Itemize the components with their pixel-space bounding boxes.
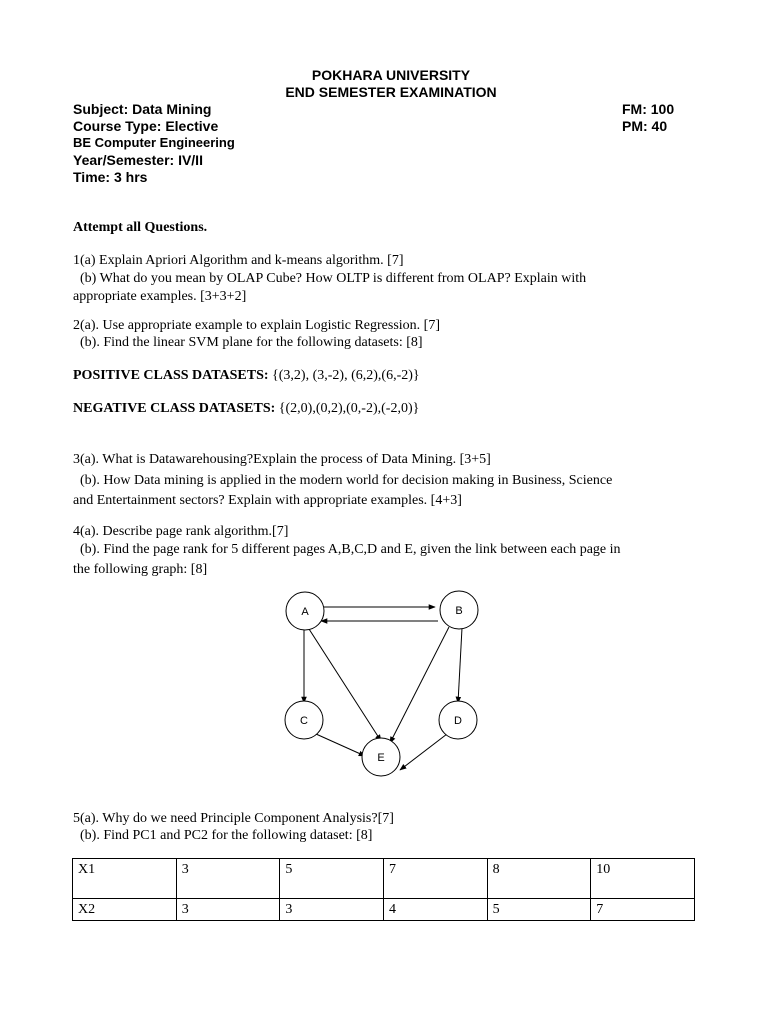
q3b-line1: (b). How Data mining is applied in the modern world for decision making in Business, Science	[80, 473, 613, 488]
table-cell: 3	[176, 859, 280, 899]
edge-b-d	[458, 628, 462, 703]
q1b-line2: appropriate examples. [3+3+2]	[73, 289, 247, 304]
exam-title: END SEMESTER EXAMINATION	[285, 84, 497, 100]
q2a: 2(a). Use appropriate example to explain Logistic Regression. [7]	[73, 318, 440, 333]
positive-class-values: {(3,2), (3,-2), (6,2),(6,-2)}	[272, 368, 420, 383]
q3a: 3(a). What is Datawarehousing?Explain the process of Data Mining. [3+5]	[73, 452, 491, 467]
node-e-label: E	[377, 752, 385, 764]
q3b-line2: and Entertainment sectors? Explain with appropriate examples. [4+3]	[73, 493, 462, 508]
node-b-label: B	[455, 605, 463, 617]
full-marks: FM: 100	[622, 101, 675, 117]
node-d-label: D	[454, 715, 462, 727]
positive-class-label: POSITIVE CLASS DATASETS:	[73, 368, 269, 383]
instructions: Attempt all Questions.	[73, 220, 208, 235]
pca-dataset-table	[72, 858, 695, 921]
table-cell: X2	[73, 899, 177, 921]
pass-marks: PM: 40	[622, 118, 668, 134]
year-semester: Year/Semester: IV/II	[73, 152, 203, 168]
q4b-line1: (b). Find the page rank for 5 different pages A,B,C,D and E, given the link between each page in	[80, 542, 621, 557]
table-cell: 5	[280, 859, 384, 899]
table-cell: 10	[591, 859, 695, 899]
q4a: 4(a). Describe page rank algorithm.[7]	[73, 524, 289, 539]
table-row	[73, 899, 695, 921]
negative-class-values: {(2,0),(0,2),(0,-2),(-2,0)}	[278, 401, 420, 416]
table-cell: 7	[591, 899, 695, 921]
node-a-label: A	[301, 606, 309, 618]
node-c-label: C	[300, 715, 308, 727]
q2b: (b). Find the linear SVM plane for the following datasets: [8]	[80, 335, 423, 350]
table-cell: 7	[383, 859, 487, 899]
table-cell: 4	[383, 899, 487, 921]
exam-time: Time: 3 hrs	[73, 169, 148, 185]
q1b-line1: (b) What do you mean by OLAP Cube? How OLTP is different from OLAP? Explain with	[80, 271, 587, 286]
table-cell: 3	[280, 899, 384, 921]
table-cell: 3	[176, 899, 280, 921]
subject: Subject: Data Mining	[73, 101, 212, 117]
negative-class-label: NEGATIVE CLASS DATASETS:	[73, 401, 276, 416]
q5b: (b). Find PC1 and PC2 for the following dataset: [8]	[80, 828, 373, 843]
course-type: Course Type: Elective	[73, 118, 219, 134]
q4b-line2: the following graph: [8]	[73, 562, 208, 577]
q1a: 1(a) Explain Apriori Algorithm and k-means algorithm. [7]	[73, 253, 404, 268]
edge-d-e	[400, 734, 447, 770]
edge-c-e	[316, 734, 365, 756]
table-cell: 8	[487, 859, 591, 899]
table-cell: 5	[487, 899, 591, 921]
program: BE Computer Engineering	[73, 135, 235, 150]
table-cell: X1	[73, 859, 177, 899]
university-name: POKHARA UNIVERSITY	[311, 67, 471, 83]
q5a: 5(a). Why do we need Principle Component Analysis?[7]	[73, 811, 394, 826]
table-row	[73, 859, 695, 899]
